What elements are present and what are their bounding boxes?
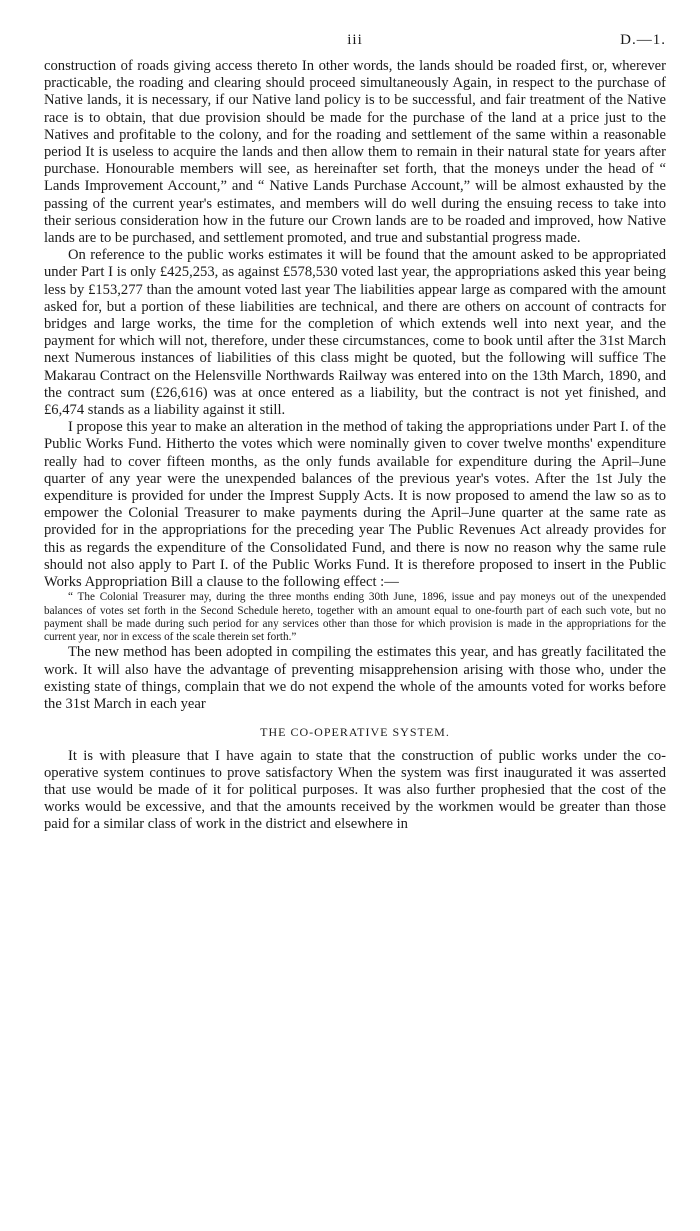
paragraph-co-operative: It is with pleasure that I have again to state that the construction of public works under the co-operative system continues to prove satisfactory When the system was first inaugurated it was asserted that use would be made of it for political purposes. It was also further prophesied that the cost of the works would be excessive, and that the amounts received by the workmen would be greater than those paid for a similar class of work in the district and elsewhere in [44,747,666,833]
page-number: iii [347,32,363,48]
paragraph-estimates: On reference to the public works estimates it will be found that the amount asked to be appropriated under Part I is only £425,253, as against £578,530 voted last year, the appropriations asked this year being less by £153,277 than the amount voted last year The liabilities appear large as compared with the amount asked for, but a portion of these liabilities are technical, and there are others on account of contracts for bridges and large works, the time for the completion of which extends well into next year, and the payment for which will not, therefore, under these circumstances, come to book until after the 31st March next Numerous instances of liabilities of this class might be quoted, but the following will suffice The Makarau Contract on the Helensville Northwards Railway was entered into on the 13th March, 1890, and the contract sum (£26,616) was at once entered as a liability, but the contract is not yet finished, and £6,474 stands as a liability against it still. [44,247,666,419]
body-text [44,58,666,834]
paragraph-roading: construction of roads giving access thereto In other words, the lands should be roaded first, or, wherever practicable, the roading and clearing should proceed simultaneously Again, in respect to the purchase of Native lands, it is necessary, if our Native land policy is to be successful, and fair treatment of the Native race is to obtain, that due provision should be made for the purchase of the land at a price just to the Natives and profitable to the colony, and for the roading and settlement of the same within a reasonable period It is useless to acquire the lands and then allow them to remain in their natural state for years after purchase. Honourable members will see, as hereinafter set forth, that the moneys under the head of “ Lands Improvement Account,” and “ Native Lands Purchase Account,” will be almost exhausted by the passing of the current year's estimates, and members will do well during the ensuing recess to take into their serious consideration how in the future our Crown lands are to be roaded and improved, how Native lands are to be purchased, and settlement promoted, and true and substantial progress made. [44,58,666,247]
quoted-clause: “ The Colonial Treasurer may, during the three months ending 30th June, 1896, issue and pay moneys out of the unexpended balances of votes set forth in the Second Schedule hereto, together with an amount equal to one-fourth part of each such vote, but no payment shall be made during such period for any services other than those for which provision is made in the appropriations for the current year, nor in excess of the scale therein set forth.” [44,591,666,644]
paragraph-appropriations: I propose this year to make an alteration in the method of taking the appropriations under Part I. of the Public Works Fund. Hitherto the votes which were nominally given to cover twelve months' expenditure really had to cover fifteen months, as the only funds available for expenditure during the April–June quarter of any year were the unexpended balances of the previous year's votes. After the 1st July the expenditure is provided for under the Imprest Supply Acts. It is now proposed to amend the law so as to empower the Colonial Treasurer to make payments during the April–June quarter at the same rate as provided for in the appropriations for the preceding year The Public Revenues Act already provides for this as regards the expenditure of the Consolidated Fund, and there is now no reason why the same rule should not also apply to Part I. of the Public Works Fund. It is therefore proposed to insert in the Public Works Appropriation Bill a clause to the following effect :— [44,419,666,591]
page-header [44,30,666,58]
document-reference: D.—1. [620,32,666,48]
section-heading: THE CO-OPERATIVE SYSTEM. [260,725,450,740]
paragraph-new-method: The new method has been adopted in compiling the estimates this year, and has greatly facilitated the work. It will also have the advantage of preventing misapprehension arising with those who, under the existing state of things, complain that we do not expend the whole of the amounts voted for works before the 31st March in each year [44,644,666,713]
